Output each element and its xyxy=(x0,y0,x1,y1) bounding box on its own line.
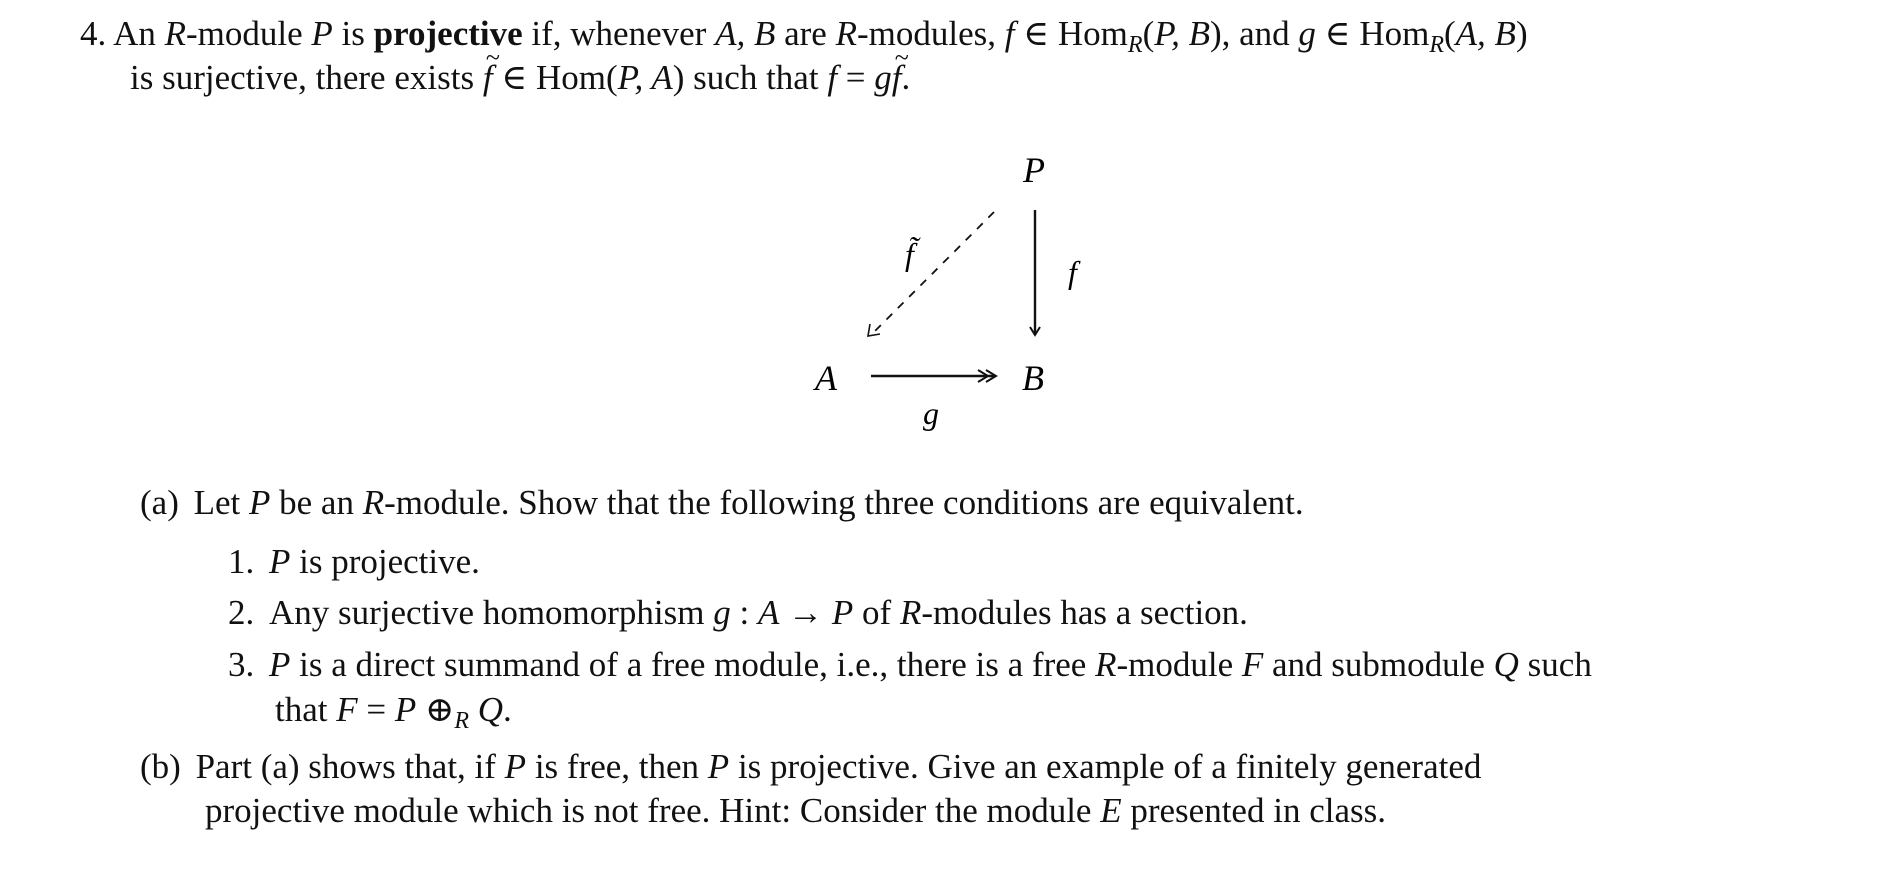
term-projective: projective xyxy=(373,14,523,53)
arrow-f-tilde-head xyxy=(868,324,880,336)
problem-number: 4. xyxy=(80,14,107,53)
problem-line-1: 4. An R-module P is projective if, whenever A, B are R-modules, f ∈ Hom$_R$(P, B), and g ∈ Hom$_R$(A, B) xyxy=(80,14,1528,58)
part-a-label: (a) xyxy=(140,483,179,522)
list-item: 3. P is a direct summand of a free module, i.e., there is a free R-module F and submodule Q such xyxy=(228,645,1592,684)
list-item: 2. Any surjective homomorphism g : A → P of R-modules has a section. xyxy=(228,593,1248,632)
node-p: P xyxy=(1023,150,1045,190)
arrow-f-tilde-dashed xyxy=(872,212,994,334)
label-f-tilde: f̃ xyxy=(905,236,914,272)
label-g: g xyxy=(923,395,939,431)
list-item: 1. P is projective. xyxy=(228,542,480,581)
list-item-continuation: that F = P $\oplus_R$ Q. xyxy=(275,690,512,734)
node-b: B xyxy=(1022,358,1044,398)
f-tilde: ~ f xyxy=(483,56,493,100)
part-a-intro: (a) Let P be an R-module. Show that the following three conditions are equivalent. xyxy=(140,483,1304,522)
node-a: A xyxy=(815,358,837,398)
part-b-line-1: (b) Part (a) shows that, if P is free, then P is projective. Give an example of a finitely generated xyxy=(140,747,1482,786)
part-b-label: (b) xyxy=(140,747,181,786)
label-f: f xyxy=(1068,254,1077,290)
problem-line-2: is surjective, there exists ~ f ∈ Hom(P, A) such that f = g~ f. xyxy=(130,56,910,100)
part-b-line-2: projective module which is not free. Hint: Consider the module E presented in class. xyxy=(205,791,1386,830)
